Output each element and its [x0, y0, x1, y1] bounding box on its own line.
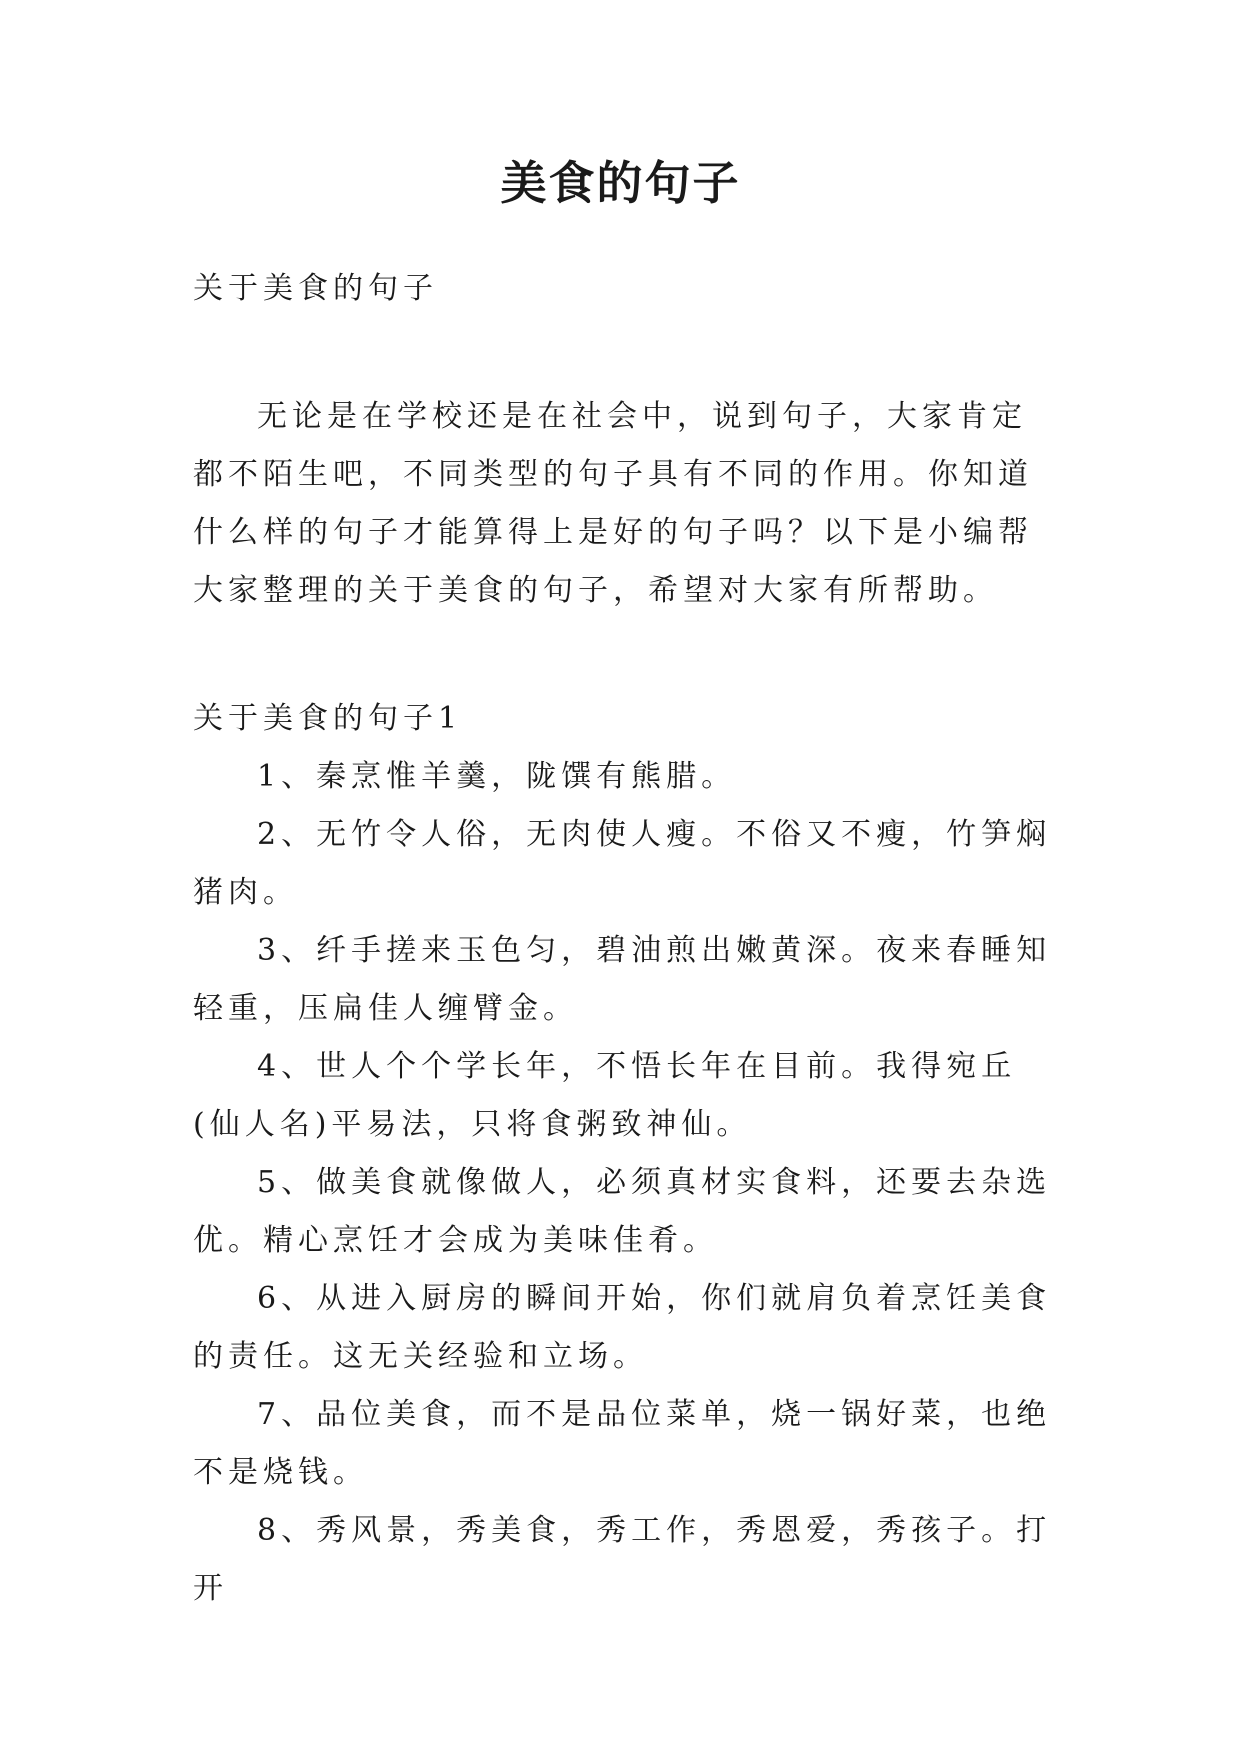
sentence-item-1: 1、秦烹惟羊羹，陇馔有熊腊。	[257, 759, 737, 794]
intro-paragraph: 无论是在学校还是在社会中，说到句子，大家肯定都不陌生吧，不同类型的句子具有不同的作用。你知道什么样的句子才能算得上是好的句子吗？以下是小编帮大家整理的关于美食的句子，希望对大家有所帮助。	[193, 399, 1033, 608]
document-body	[193, 260, 1053, 1618]
section-heading: 关于美食的句子1	[193, 701, 463, 736]
document-title: 美食的句子	[500, 156, 741, 210]
sentence-item-4: 4、世人个个学长年，不悟长年在目前。我得宛丘(仙人名)平易法，只将食粥致神仙。	[193, 1049, 1017, 1142]
document-subtitle: 关于美食的句子	[193, 271, 438, 306]
sentence-item-8: 8、秀风景，秀美食，秀工作，秀恩爱，秀孩子。打开	[193, 1513, 1052, 1606]
sentence-item-3: 3、纤手搓来玉色匀，碧油煎出嫩黄深。夜来春睡知轻重，压扁佳人缠臂金。	[193, 933, 1052, 1026]
sentence-item-6: 6、从进入厨房的瞬间开始，你们就肩负着烹饪美食的责任。这无关经验和立场。	[193, 1281, 1052, 1374]
sentence-item-7: 7、品位美食，而不是品位菜单，烧一锅好菜，也绝不是烧钱。	[193, 1397, 1052, 1490]
sentence-item-2: 2、无竹令人俗，无肉使人瘦。不俗又不瘦，竹笋焖猪肉。	[193, 817, 1052, 910]
sentence-item-5: 5、做美食就像做人，必须真材实食料，还要去杂选优。精心烹饪才会成为美味佳肴。	[193, 1165, 1052, 1258]
